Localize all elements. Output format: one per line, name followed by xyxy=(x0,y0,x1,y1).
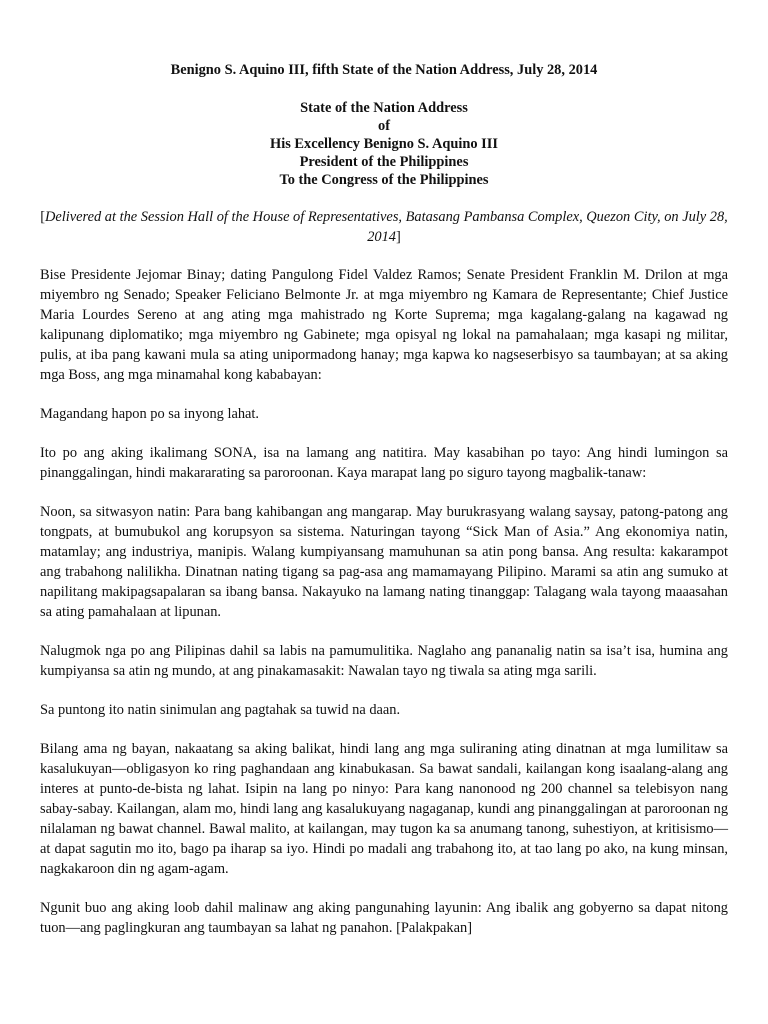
speech-body xyxy=(40,265,728,938)
paragraph-politics: Nalugmok nga po ang Pilipinas dahil sa labis na pamumulitika. Naglaho ang pananalig natin sa isa’t isa, humina ang kumpiyansa sa atin ng mundo, at ang pinakamasakit: Nawalan tayo ng tiwala sa ating mga sarili. xyxy=(40,643,728,679)
paragraph-straight-path: Sa puntong ito natin sinimulan ang pagtahak sa tuwid na daan. xyxy=(40,702,401,718)
heading-line-president: President of the Philippines xyxy=(299,154,469,170)
delivered-text: Delivered at the Session Hall of the House of Representatives, Batasang Pambansa Complex, Quezon City, on July 28, 2014 xyxy=(45,209,728,245)
paragraph-salutation: Bise Presidente Jejomar Binay; dating Pangulong Fidel Valdez Ramos; Senate President Franklin M. Drilon at mga miyembro ng Senado; Speaker Feliciano Belmonte Jr. at mga miyembro ng Kamara de Representante; Chief Justice Maria Lourdes Sereno at ang ating mga mahistrado ng Korte Suprema; mga kagalang-galang na kagawad ng kalipunang diplomatiko; mga miyembro ng Gabinete; mga opisyal ng lokal na pamahalaan; mga kasapi ng militar, pulis, at iba pang kawani mula sa ating unipormadong hanay; mga kapwa ko nagseserbisyo sa taumbayan; at sa aking mga Boss, ang mga minamahal kong kababayan: xyxy=(40,267,728,383)
address-heading xyxy=(40,99,728,189)
paragraph-greeting: Magandang hapon po sa inyong lahat. xyxy=(40,406,260,422)
paragraph-situation: Noon, sa sitwasyon natin: Para bang kahibangan ang mangarap. May burukrasyang walang saysay, patong-patong ang tongpats, at bumubukol ang korupsyon sa sistema. Naturingan tayong “Sick Man of Asia.” Ang ekonomiya natin, matamlay; ang industriya, manipis. Walang kumpiyansang mamuhunan sa atin pong bansa. Ang resulta: kakarampot ang trabahong nalilikha. Dinatnan nating tigang sa pag-asa ang mamamayang Pilipino. Marami sa atin ang sumuko at napilitang makipagsapalaran sa ibang bansa. Nakayuko na lamang nating tinanggap: Talagang wala tayong maaasahan sa ating pamahalaan at lipunan. xyxy=(40,504,728,620)
delivered-open-bracket: [ xyxy=(40,209,45,225)
paragraph-father-of-nation: Bilang ama ng bayan, nakaatang sa aking balikat, hindi lang ang mga suliraning ating dinatnan at mga lumilitaw sa kasalukuyan—obligasyon ko ring paghandaan ang kinabukasan. Sa bawat sandali, kailangan kong isaalang-alang ang interes at punto-de-bista ng lahat. Isipin na lang po ninyo: Para kang nanonood ng 200 channel sa telebisyon nang sabay-sabay. Kailangan, alam mo, hindi lang ang kasalukuyang nagaganap, kundi ang pinanggalingan at paroroonan ng nilalaman ng bawat channel. Bawal malito, at kailangan, may tugon ka sa anumang tanong, suhestiyon, at kritisismo—at dapat sagutin mo ito, bago pa iharap sa iyo. Hindi po madali ang trabahong ito, at tao lang po ako, na kung minsan, nagkakaroon din ng agam-agam. xyxy=(40,741,729,877)
delivered-note xyxy=(40,207,728,247)
paragraph-fifth-sona: Ito po ang aking ikalimang SONA, isa na lamang ang natitira. May kasabihan po tayo: Ang hindi lumingon sa pinanggalingan, hindi makararating sa paroroonan. Kaya marapat lang po siguro tayong magbalik-tanaw: xyxy=(40,445,728,481)
paragraph-purpose: Ngunit buo ang aking loob dahil malinaw ang aking pangunahing layunin: Ang ibalik ang gobyerno sa dapat nitong tuon—ang paglingkuran ang taumbayan sa lahat ng panahon. [Palakpakan] xyxy=(40,900,728,936)
document-title: Benigno S. Aquino III, fifth State of the Nation Address, July 28, 2014 xyxy=(170,62,598,78)
heading-line-excellency: His Excellency Benigno S. Aquino III xyxy=(270,136,498,152)
heading-line-congress: To the Congress of the Philippines xyxy=(279,172,489,188)
heading-line-address: State of the Nation Address xyxy=(300,100,468,116)
delivered-close-bracket: ] xyxy=(395,229,401,245)
heading-line-of: of xyxy=(378,118,390,134)
